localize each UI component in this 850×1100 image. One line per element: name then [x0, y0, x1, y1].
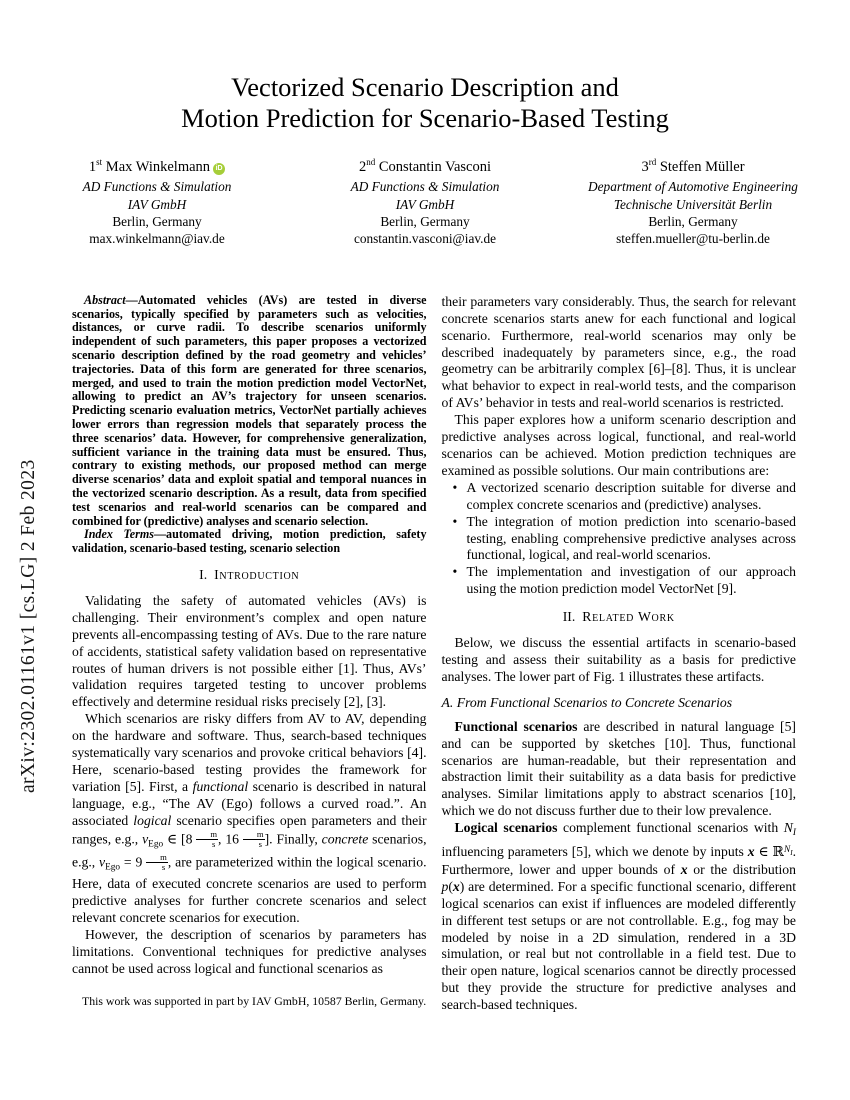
text-run: The integration of motion prediction into scenario-based testing, enabling comprehensive predictive analyses across functional, logical, and real-world scenarios.	[466, 513, 796, 563]
text-run: concrete	[321, 831, 369, 847]
text-run: Validating the safety of automated vehicles (AVs) is challenging. Their environment’s complex and open nature prevents all-encompassing testing of AVs. Due to the rare nature of accidents, statistical safety validation based on representative routes of human drivers is not possible either [1]. Thus, AVs’ validation requires targeted testing to uncover problems effectively and determine residual risks precisely [2], [3].	[72, 592, 427, 710]
author-block-2	[306, 154, 544, 248]
fraction: $\frac{m}{s}$	[196, 830, 218, 850]
text-run: or the distribution	[687, 861, 796, 877]
author-organization: IAV GmbH	[127, 196, 187, 212]
author-name	[574, 154, 812, 176]
paragraph	[72, 711, 427, 927]
paragraph	[442, 412, 797, 480]
text-run: x	[680, 861, 688, 877]
text-run: ∈ [8	[163, 831, 197, 847]
text-run: I	[790, 849, 793, 858]
author-block-3	[574, 154, 812, 248]
paragraph	[442, 820, 797, 1014]
support-footnote	[72, 994, 427, 1008]
text-run: Ego	[148, 839, 164, 850]
text-run: x	[452, 878, 460, 894]
text-run: x	[747, 844, 755, 860]
author-ordinal-suffix: st	[96, 157, 103, 167]
paragraph	[442, 719, 797, 820]
contribution-item	[442, 514, 797, 565]
author-name-text: Max Winkelmann	[102, 158, 211, 175]
author-block-1	[38, 154, 276, 248]
author-organization: Technische Universität Berlin	[613, 196, 773, 212]
text-run: This paper explores how a uniform scenario description and predictive analyses across logical, functional, and real-world scenarios can be achieved. Motion prediction techniques are examined as possible solutions. Our main contributions are:	[441, 412, 796, 478]
section-heading-related-work	[442, 609, 797, 626]
fraction: $\frac{m}{s}$	[146, 853, 168, 873]
author-ordinal: 2	[359, 158, 367, 175]
author-row	[0, 154, 850, 248]
author-email: steffen.mueller@tu-berlin.de	[616, 231, 770, 247]
text-run: Introduction	[214, 567, 300, 582]
text-run: are described in natural language [5] and can be supported by sketches [10]. Thus, functional scenarios are human-readable, but their representation and abstraction limit their suitability as a data basis for predictive analyses. Similar limitations apply to abstract scenarios [10], which we do not discuss further due to their low prevalence.	[441, 718, 796, 819]
text-run: II.	[562, 609, 576, 625]
text-run: = 9	[120, 854, 147, 870]
author-email: max.winkelmann@iav.de	[89, 231, 225, 247]
two-column-body	[0, 248, 850, 1014]
section-heading-introduction	[72, 567, 427, 584]
paragraph	[442, 294, 797, 412]
text-run: N	[783, 820, 793, 836]
left-column	[72, 294, 427, 1008]
text-run: p	[441, 878, 449, 894]
text-run: ) are determined. For a specific functional scenario, different logical scenarios can exist if influences are modeled differently in different test setups or are not controllable. E.g., fog may be modeled by noise in a 2D simulation, rendered in a 3D simulation, or real but not controllable in a field test. Due to their open nature, logical scenarios cannot be directly processed but they provide the structure for predictive analyses and search-based techniques.	[441, 878, 796, 1013]
author-department: AD Functions & Simulation	[82, 179, 232, 195]
text-run: Functional scenarios	[454, 718, 578, 734]
text-run: —Automated vehicles (AVs) are tested in diverse scenarios, typically specified by parameters such as velocities, distances, or curve radii. To describe scenarios uniformly independent of such parameters, this paper proposes a vectorized scenario description defined by the road geometry and vehicles’ trajectories. Data of this form are generated for three scenarios, merged, and used to train the motion prediction model VectorNet, allowing to predict an AV’s trajectory for unseen scenarios. Predicting scenario evaluation metrics, VectorNet partially achieves lower errors than regression models that separately process the three scenarios’ data. However, for comprehensive generalization, sufficient variance in the training data must be ensured. Thus, contrary to existing methods, our proposed method can merge diverse scenarios’ data and exploit spatial and temporal nuances in the vectorized scenario description. As a result, data from specified test scenarios and real-world scenarios can be compared and combined for (predictive) analyses and scenario selection.	[72, 292, 427, 528]
author-city: Berlin, Germany	[112, 214, 202, 230]
subsection-heading-a	[442, 695, 797, 712]
arxiv-watermark: arXiv:2302.01161v1 [cs.LG] 2 Feb 2023	[18, 459, 39, 793]
author-name	[38, 154, 276, 176]
text-run: functional	[192, 778, 249, 794]
text-run: Ego	[105, 862, 121, 873]
abstract	[72, 294, 427, 529]
author-city: Berlin, Germany	[380, 214, 470, 230]
text-run: Below, we discuss the essential artifacts in scenario-based testing and assess their suitability as a basis for predictive analyses. The lower part of Fig. 1 illustrates these artifacts.	[441, 635, 796, 684]
right-column	[442, 294, 797, 1014]
text-run: , are parameterized within the logical scenario. Here, data of executed concrete scenarios are used to perform predictive analyses for further concrete scenarios and select relevant concrete scenarios for execution.	[72, 854, 427, 926]
orcid-icon[interactable]: iD	[213, 163, 225, 175]
paper-title	[0, 0, 850, 134]
text-run: However, the description of scenarios by parameters has limitations. Conventional techniques for predictive analyses cannot be used across logical and functional scenarios as	[72, 927, 427, 976]
paragraph	[72, 927, 427, 978]
text-run: Related Work	[582, 609, 675, 625]
text-run: —automated driving, motion prediction, safety validation, scenario-based testing, scenario selection	[72, 527, 427, 556]
paragraph	[442, 635, 797, 686]
text-run: . Furthermore, lower and upper bounds of	[441, 844, 796, 877]
text-run: I.	[199, 567, 208, 582]
contribution-item	[442, 480, 797, 514]
author-department: Department of Automotive Engineering	[588, 179, 798, 195]
text-run: The implementation and investigation of our approach using the motion prediction model VectorNet [9].	[466, 564, 796, 597]
text-run: This work was supported in part by IAV GmbH, 10587 Berlin, Germany.	[82, 993, 427, 1008]
author-department: AD Functions & Simulation	[350, 179, 500, 195]
author-city: Berlin, Germany	[648, 214, 738, 230]
text-run: influencing parameters [5], which we denote by inputs	[441, 844, 748, 860]
text-run: their parameters vary considerably. Thus, the search for relevant concrete scenarios starts anew for each functional and logical scenario. Furthermore, real-world scenarios may only be described inadequately by parameters since, e.g., the road geometry can be arbitrarily complex [6]–[8]. Thus, it is unclear what behavior to expect in real-world tests, and the comparison of AVs’ behavior in tests and real-world scenarios is restricted.	[441, 293, 796, 411]
text-run: scenarios, e.g.,	[72, 831, 427, 870]
contribution-item	[442, 564, 797, 598]
index-terms	[72, 528, 427, 556]
text-run: N	[783, 845, 791, 856]
author-name-text: Steffen Müller	[656, 158, 745, 175]
text-run: scenario is described in natural language, e.g., “The AV (Ego) follows a curved road.”. An associated	[72, 778, 427, 828]
text-run: Which scenarios are risky differs from AV to AV, depending on the hardware and software. Thus, search-based techniques systematically vary scenarios and provoke critical behaviors [4]. Here, scenario-based testing provides the framework for variation [5]. First, a	[72, 711, 427, 794]
paragraph	[72, 593, 427, 711]
text-run: Abstract	[84, 292, 126, 307]
author-ordinal-suffix: rd	[648, 157, 657, 167]
text-run: I	[792, 828, 796, 839]
author-ordinal: 1	[88, 158, 97, 175]
paper-title-line2: Motion Prediction for Scenario-Based Testing	[181, 103, 669, 133]
text-run: , 16	[218, 831, 243, 847]
author-organization: IAV GmbH	[395, 196, 455, 212]
paper-title-line1: Vectorized Scenario Description and	[231, 72, 619, 102]
text-run: (	[448, 878, 453, 894]
text-run: A vectorized scenario description suitable for diverse and complex concrete scenarios and (predictive) analyses.	[466, 479, 796, 512]
author-ordinal: 3	[641, 158, 649, 175]
text-run: v	[142, 831, 149, 847]
text-run: scenario specifies open parameters and their ranges, e.g.,	[72, 812, 427, 847]
text-run: ∈ ℝ	[754, 844, 784, 860]
text-run: ]. Finally,	[264, 831, 322, 847]
text-run: logical	[133, 812, 172, 828]
author-ordinal-suffix: nd	[366, 157, 376, 167]
text-run: Logical scenarios	[454, 820, 558, 836]
text-run: Index Terms	[84, 527, 154, 542]
text-run: v	[99, 854, 106, 870]
fraction: $\frac{m}{s}$	[243, 830, 265, 850]
author-name-text: Constantin Vasconi	[375, 158, 491, 175]
text-run: complement functional scenarios with	[557, 820, 784, 836]
text-run: A. From Functional Scenarios to Concrete Scenarios	[441, 694, 733, 710]
author-name	[306, 154, 544, 176]
author-email: constantin.vasconi@iav.de	[353, 231, 497, 247]
